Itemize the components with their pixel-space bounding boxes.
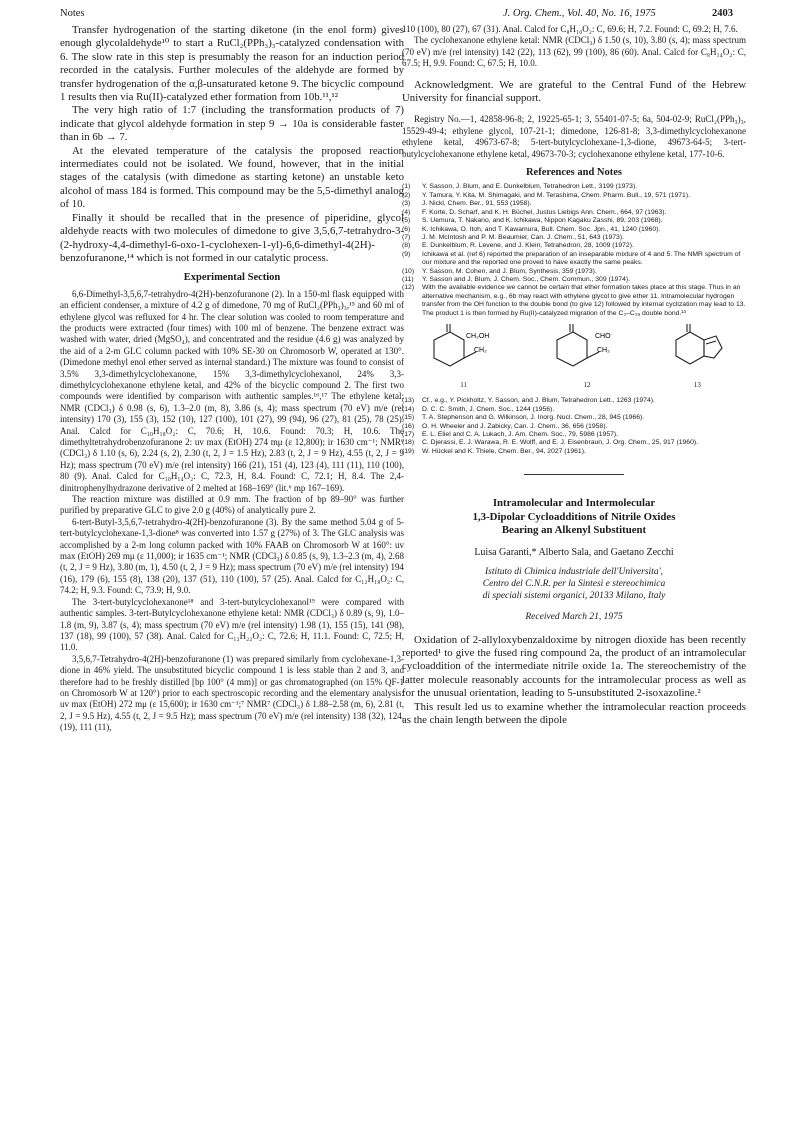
reference-item: (6) K. Ichikawa, O. Itoh, and T. Kawamura, Bull. Chem. Soc. Jpn., 41, 1240 (1960). xyxy=(402,225,661,233)
structure-12-label-a: CHO xyxy=(594,332,611,340)
body-paragraph: The cyclohexanone ethylene ketal: NMR (CDCl₃) δ 1.50 (s, 10), 3.80 (s, 4); mass spectrum (70 eV) m/e (rel intensity) 142 (22), 113 (62), 99 (100), 86 (60). Anal. Calcd for C₈H₁₄O₂: C, 67.5; H, 9.9. Found: C, 67.5; H, 10.0. xyxy=(402,35,746,69)
left-column xyxy=(60,24,404,734)
article-title-line: Bearing an Alkenyl Substituent xyxy=(501,524,647,537)
reference-item: (8) E. Dunkelblum, R. Levene, and J. Klein, Tetrahedron, 28, 1009 (1972). xyxy=(402,242,634,250)
running-header-journal: J. Org. Chem., Vol. 40, No. 16, 1975 xyxy=(503,8,656,19)
article-title-line: Intramolecular and Intermolecular xyxy=(492,497,656,510)
article-separator-rule xyxy=(524,474,624,475)
page-number: 2403 xyxy=(712,8,733,19)
reference-item: (17) E. L. Eliel and C. A. Lukach, J. Am. Chem. Soc., 79, 5986 (1957). xyxy=(402,431,619,438)
affiliation-line: Centro del C.N.R. per la Sintesi e stereochimica xyxy=(482,579,666,590)
references-heading: References and Notes xyxy=(525,167,623,179)
structure-11-label-b: CH₂ xyxy=(473,346,487,354)
reference-item: (10) Y. Sasson, M. Cohen, and J. Blum, Synthesis, 359 (1973). xyxy=(402,267,597,275)
running-header-section: Notes xyxy=(60,8,85,19)
structure-11-drawing xyxy=(416,322,512,380)
affiliation-line: Istituto di Chimica industriale dell'Universita', xyxy=(485,567,663,578)
article-body-paragraph: This result led us to examine whether the intramolecular reaction proceeds as the chain length between the dipole xyxy=(402,700,746,726)
article-title xyxy=(402,497,746,538)
reference-item: (15) T. A. Stephenson and G. Wilkinson, J. Inorg. Nucl. Chem., 28, 945 (1966). xyxy=(402,414,645,422)
article-authors: Luisa Garanti,* Alberto Sala, and Gaetano Zecchi xyxy=(474,546,674,558)
reference-item: (5) S. Uemura, T. Nakano, and K. Ichikawa, Nippon Kagaku Zasshi, 89, 203 (1968). xyxy=(402,217,663,225)
structure-12 xyxy=(539,322,635,391)
reference-item: (9) Ichikawa et al. (ref 6) reported the preparation of an inseparable mixture of 4 and 5. The NMR spectrum of our mixture and the reported one proved to have exactly the same peaks. xyxy=(402,250,741,267)
reference-item: (11) Y. Sasson and J. Blum, J. Chem. Soc., Chem. Commun., 309 (1974). xyxy=(402,275,631,283)
reference-item: (1) Y. Sasson, J. Blum, and E. Dunkelblum, Tetrahedron Lett., 3199 (1973). xyxy=(402,183,638,191)
experimental-paragraph: The reaction mixture was distilled at 0.9 mm. The fraction of bp 89–90° was further purified by preparative GLC to give 2.0 g (40%) of analytically pure 2. xyxy=(60,494,404,516)
reference-item: (14) D. C. C. Smith, J. Chem. Soc., 1244 (1956). xyxy=(402,405,555,413)
structure-11-label-a: CH₂OH xyxy=(465,332,489,340)
reference-item: (18) C. Djerassi, E. J. Warawa, R. E. Wolff, and E. J. Eisenbraun, J. Org. Chem., 25, 917 (1960). xyxy=(402,439,699,447)
article-affiliation xyxy=(402,566,746,602)
body-paragraph: Transfer hydrogenation of the starting diketone (in the enol form) gives enough glycolaldehyde¹⁰ to start a RuCl₂(PPh₃)₃-catalyzed condensation with 6. The slow rate in this step is presumably the reason for an induction period recorded in the catalysis. Further molecules of the aldehyde are formed by transfer hydrogenation of the α,β-unsaturated ketone 9. The bicyclic compound 1 results then via Ru(II)-catalyzed ether formation from 10b.¹¹,¹² xyxy=(60,24,404,104)
experimental-paragraph: The 3-tert-butylcyclohexanone¹⁸ and 3-tert-butylcyclohexanol¹⁹ were compared with authentic samples. 3-tert-Butylcyclohexanone ethylene ketal: NMR (CDCl₃) δ 0.89 (s, 9), 1.0–1.8 (m, 9), 3.87 (s, 4); mass spectrum (70 eV) m/e (rel intensity) 1.98 (1), 155 (15), 141 (98), 137 (18), 99 (100), 57 (38). Anal. Calcd for C₁₂H₂₂O₂: C, 72.6; H, 11.1. Found: C, 72.5; H, 11.0. xyxy=(60,596,404,653)
reference-item: (16) O. H. Wheeler and J. Zabicky, Can. J. Chem., 36, 656 (1958). xyxy=(402,422,608,430)
experimental-paragraph: 6-tert-Butyl-3,5,6,7-tetrahydro-4(2H)-benzofuranone (3). By the same method 5.04 g of 5-tert-butylcyclohexane-1,3-dione⁸ was converted into 1.57 g (27%) of 3. The GLC analysis was accomplished by a 2-m long column packed with 10% FAAB on Chromosorb W at 160°: uv max (EtOH) 269 mμ (ε 11,000); ir 1635 cm⁻¹; NMR (CDCl₃) δ 0.85 (s, 9), 1.3–2.3 (m, 4), 2.68 (t, 2, J = 9 Hz), 3.80 (m, 1), 4.50 (t, 2, J = 9 Hz); mass spectrum (70 eV) m/e (rel intensity) 194 (16), 179 (6), 155 (8), 138 (20), 137 (51), 110 (100), 57 (25). Anal. Calcd for C₁₂H₁₈O₂: C, 74.2; H, 9.3. Found: C, 73.9; H, 9.0. xyxy=(60,516,404,596)
structure-13-number: 13 xyxy=(693,380,701,389)
structure-12-number: 12 xyxy=(583,380,591,389)
affiliation-line: di speciali sistemi organici, 20133 Milano, Italy xyxy=(482,591,666,602)
structure-12-drawing xyxy=(539,322,635,380)
body-paragraph: Finally it should be recalled that in the presence of piperidine, glycol aldehyde reacts with two molecules of dimedone to give 3,5,6,7-tetrahydro-3-(2-hydroxy-4,4-dimethyl-6-oxo-1-cyclohexen-1-yl)-6,6-dimethyl-4(2H)-benzofuranone,¹⁴ which is not formed in our catalytic process. xyxy=(60,211,404,264)
references-list xyxy=(402,183,746,318)
article-title-line: 1,3-Dipolar Cycloadditions of Nitrile Oxides xyxy=(472,510,676,523)
chemical-structures xyxy=(402,322,746,391)
article-body-paragraph: Oxidation of 2-allyloxybenzaldoxime by nitrogen dioxide has been recently reported¹ to give the fused ring compound 2a, the product of an intramolecular cycloaddition of the intermediate nitrile oxide 1a. The stereochemistry of the latter molecule reasonably accounts for the intramolecular process as well as for the unusual orientation, leading to 5-unsubstituted 2-isoxazoline.² xyxy=(402,633,746,700)
acknowledgment: Acknowledgment. We are grateful to the Central Fund of the Hebrew University for financial support. xyxy=(402,78,746,105)
structure-11-number: 11 xyxy=(460,380,468,389)
body-paragraph: The very high ratio of 1:7 (including the transformation products of 7) indicate that glycol aldehyde formation in step 9 → 10a is considerable faster than in 6b → 7. xyxy=(60,104,404,144)
structure-13 xyxy=(662,322,732,391)
reference-item: (3) J. Nickl, Chem. Ber., 91, 553 (1958). xyxy=(402,200,532,208)
reference-item: (4) F. Korte, D. Scharf, and K. H. Büchel, Justus Liebigs Ann. Chem., 664, 97 (1963). xyxy=(402,208,667,216)
right-column xyxy=(402,24,746,727)
reference-item: (19) W. Hückel and K. Thiele, Chem. Ber., 94, 2027 (1961). xyxy=(402,447,586,455)
reference-item: (7) J. M. McIntosh and P. M. Beaumier, Can. J. Chem., 51, 643 (1973). xyxy=(402,233,624,241)
experimental-paragraph: 6,6-Dimethyl-3,5,6,7-tetrahydro-4(2H)-benzofuranone (2). In a 150-ml flask equipped with an efficient condenser, a mixture of 4.2 g of dimedone, 70 mg of RuCl₂(PPh₃)₃,¹⁵ and 60 ml of ethylene glycol was refluxed for 4 hr. The clear solution was cooled to room temperature and the products were extracted (four times) with 100 ml of benzene. The benzene extract was washed with water, dried (MgSO₄), and concentrated and the residue (4.6 g) was analyzed by the aid of a 2-m GLC column packed with 10% SE-30 on Chromosorb W, operated at 130°. (Dimedone methyl enol ether served as internal standard.) The mixture was found to consist of 3.5% 3,3-dimethylcyclohexanone, 15% 3,3-dimethylcyclohexanol, 24% 3,3-dimethylcyclohexanone ethylene ketal, and 42% of the bicyclic compound 2. The first two compounds were identified by comparison with authentic samples.¹⁶,¹⁷ The ethylene ketal: NMR (CDCl₃) δ 0.98 (s, 6), 1.3–2.0 (m, 8), 3.86 (s, 4); mass spectrum (70 eV) m/e (rel intensity) 170 (3), 155 (3), 152 (10), 127 (100), 101 (27), 99 (94), 96 (27), 81 (25), 78 (25). Anal. Calcd for C₁₀H₁₈O₂: C, 70.6; H, 10.6. Found: 70.3; H, 10.6. The dimethyltetrahydrobenzofuranone 2: uv max (EtOH) 274 mμ (ε 12,800); ir 1630 cm⁻¹; NMR⁶ (CDCl₃) δ 1.10 (s, 6), 2.24 (s, 2), 2.30 (t, 2, J = 1.5 Hz), 2.83 (t, 2, J = 9 Hz), 4.55 (t, 2, J = 9 Hz); mass spectrum (70 eV) m/e (rel intensity) 166 (21), 151 (4), 123 (4), 111 (11), 110 (100), 80 (9). Anal. Calcd for C₁₀H₁₄O₂: C, 72.3, H, 8.4. Found: C, 72.1; H, 8.4. The 2,4-dinitrophenylhydrazone derivative of 2 melted at 168–169° (lit.⁶ mp 167–169). xyxy=(60,288,404,493)
registry-numbers: Registry No.—1, 42858-96-8; 2, 19225-65-1; 3, 55401-07-5; 6a, 504-02-9; RuCl₂(PPh₃)₃, 15529-49-4; ethylene glycol, 107-21-1; dimedone, 126-81-8; 3,3-dimethylcyclohexanone ethylene ketal, 49673-67-8; 5-tert-butylcyclohexane-1,3-dione, 49673-64-5; 3-tert-butylcyclohexanone ethylene ketal, 49673-70-3; cyclohexanone ethylene ketal, 177-10-6. xyxy=(402,114,746,159)
structure-12-label-b: CH₂ xyxy=(596,346,610,354)
reference-item: (13) Cf., e.g., Y. Pickholtz, Y. Sasson, and J. Blum, Tetrahedron Lett., 1263 (1974). xyxy=(402,397,655,405)
structure-13-drawing xyxy=(662,322,732,380)
reference-item: (12) With the available evidence we cannot be certain that ether formation takes place at this stage. Thus in an alternative mechanism, e.g., 6b may react with ethylene glycol to give ether 11. Intramolecular hydrogen transfer from the OH function to the double bond (to give 12) followed by internal cyclization may lead to 13. The product 1 is then formed by Ru(II)-catalyzed migration of the C₃–C₃ₐ double bond.¹³ xyxy=(402,284,746,317)
experimental-paragraph: 3,5,6,7-Tetrahydro-4(2H)-benzofuranone (1) was prepared similarly from cyclohexane-1,3-dione in 46% yield. The unsubstituted bicyclic compound 1 is less stable than 2 and 3, and therefore had to be freshly distilled [bp 100° (4 mm)] or gas chromatographed (on 15% QF-1 on Chromosorb W at 120°) prior to each spectroscopic recording and the elementary analysis: uv max (EtOH) 272 mμ (ε 15,600); ir 1630 cm⁻¹;⁷ NMR⁷ (CDCl₃) δ 1.88–2.58 (m, 6), 2.81 (t, 2, J = 9.5 Hz), 4.55 (t, 2, J = 9.5 Hz); mass spectrum (70 eV) m/e (rel intensity) 138 (32), 124, (19), 111 (11), xyxy=(60,653,404,733)
received-date: Received March 21, 1975 xyxy=(525,612,623,623)
reference-item: (2) Y. Tamura, Y. Kita, M. Shimagaki, and M. Terashima, Chem. Pharm. Bull., 19, 571 (1971). xyxy=(402,191,690,199)
references-list-continued xyxy=(402,397,746,456)
section-heading: Experimental Section xyxy=(183,272,281,284)
body-paragraph: At the elevated temperature of the catalysis the proposed reaction intermediates could not be isolated. We found, however, that in the initial stages of the catalysis (with dimedone as starting ketone) an unstable keto alcohol of mass 184 is formed. This compound may be the 5,5-dimethyl analog of 10. xyxy=(60,144,404,211)
structure-11 xyxy=(416,322,512,391)
continued-paragraph: 110 (100), 80 (27), 67 (31). Anal. Calcd for C₈H₁₀O₂: C, 69.6; H, 7.2. Found: C, 69.2; H, 7.6. xyxy=(402,24,738,34)
